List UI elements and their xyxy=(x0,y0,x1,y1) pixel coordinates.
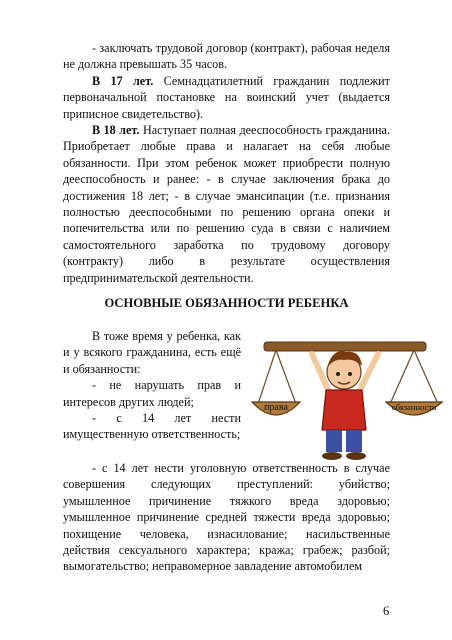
body-text-top xyxy=(63,40,390,286)
body-text-bottom xyxy=(63,460,390,575)
duties-intro: В тоже время у ребенка, как и у всякого гражданина, есть ещё и обязанности: xyxy=(63,329,241,376)
age-18-label: В 18 лет. xyxy=(92,123,140,138)
scales-illustration xyxy=(246,330,446,465)
duty-item-property: - с 14 лет нести имущественную ответственность; xyxy=(63,411,241,442)
page-number: 6 xyxy=(383,604,390,618)
paragraph-work-contract: - заключать трудовой договор (контракт), рабочая неделя не должна превышать 35 часов. xyxy=(63,41,390,72)
section-heading: ОСНОВНЫЕ ОБЯЗАННОСТИ РЕБЕНКА xyxy=(104,296,349,310)
duty-item-rights: - не нарушать прав и интересов других людей; xyxy=(63,378,241,409)
left-pan-label: права xyxy=(264,402,288,413)
age-17-label: В 17 лет. xyxy=(92,73,154,88)
paragraph-age-17 xyxy=(63,73,390,122)
age-17-text: Семнадцатилетний гражданин подлежит первоначальной постановке на воинский учет (выдается приписное свидетельство). xyxy=(63,73,390,121)
age-18-text: Наступает полная дееспособность гражданина. Приобретает любые права и налагает на себя любые обязанности. При этом ребенок может приобрести полную дееспособность и ранее: - в случае заключения брака до достижения 18 лет; - в случае эмансипации (т.е. признания полностью дееспособными по решению органа опеки и попечительства или по решению суда в связи с наличием самостоятельного заработка по трудовому договору (контракту) либо в результате осуществления предпринимательской деятельности. xyxy=(63,123,391,285)
duty-item-criminal: - с 14 лет нести уголовную ответственность в случае совершения следующих преступлений: убийство; умышленное причинение тяжкого вреда здоровью; умышленное причинение средней тяжести вреда здоровью; похищение человека, изнасилование; насильственные действия сексуального характера; кража; грабеж; разбой; вымогательство; неправомерное завладение автомобилем xyxy=(63,461,390,574)
right-pan-label: обязанности xyxy=(391,402,437,412)
paragraph-age-18 xyxy=(63,122,390,286)
duties-intro-column xyxy=(63,328,241,443)
